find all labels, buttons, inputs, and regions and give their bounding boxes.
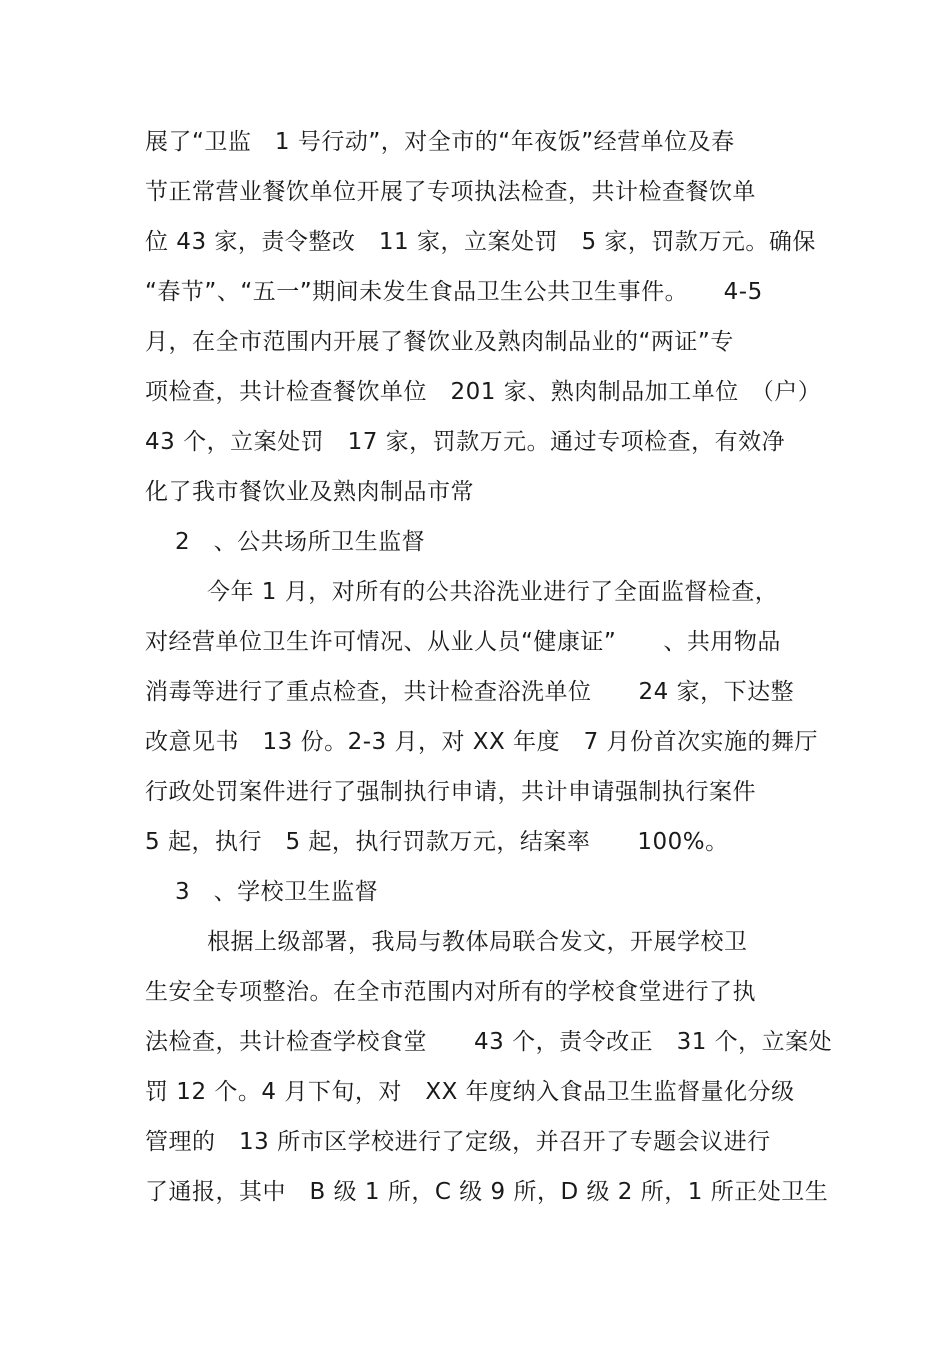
paragraph-line: “春节”、“五一”期间未发生食品卫生公共卫生事件。 4-5: [145, 279, 763, 305]
paragraph-line: 化了我市餐饮业及熟肉制品市常: [145, 479, 474, 505]
paragraph-line: 展了“卫监 1 号行动”，对全市的“年夜饭”经营单位及春: [145, 129, 735, 155]
paragraph-line: 行政处罚案件进行了强制执行申请，共计申请强制执行案件: [145, 779, 756, 805]
paragraph-line: 生安全专项整治。在全市范围内对所有的学校食堂进行了执: [145, 979, 756, 1005]
paragraph-line: 位 43 家，责令整改 11 家，立案处罚 5 家，罚款万元。确保: [145, 229, 816, 255]
paragraph-line: 消毒等进行了重点检查，共计检查浴洗单位 24 家，下达整: [145, 679, 795, 705]
paragraph-line: 项检查，共计检查餐饮单位 201 家、熟肉制品加工单位 （户）: [145, 379, 822, 405]
paragraph-line: 5 起，执行 5 起，执行罚款万元，结案率 100%。: [145, 829, 729, 855]
paragraph-line: 法检查，共计检查学校食堂 43 个，责令改正 31 个，立案处: [145, 1029, 833, 1055]
paragraph-line: 月，在全市范围内开展了餐饮业及熟肉制品业的“两证”专: [145, 329, 734, 355]
paragraph-line: 今年 1 月，对所有的公共浴洗业进行了全面监督检查，: [207, 579, 779, 605]
paragraph-line: 对经营单位卫生许可情况、从业人员“健康证” 、共用物品: [145, 629, 781, 655]
section-heading: 3 、学校卫生监督: [175, 879, 379, 905]
section-heading: 2 、公共场所卫生监督: [175, 529, 426, 555]
paragraph-line: 根据上级部署，我局与教体局联合发文，开展学校卫: [207, 929, 748, 955]
paragraph-line: 43 个，立案处罚 17 家，罚款万元。通过专项检查，有效净: [145, 429, 786, 455]
paragraph-line: 了通报，其中 B 级 1 所，C 级 9 所，D 级 2 所，1 所正处卫生: [145, 1179, 829, 1205]
paragraph-line: 管理的 13 所市区学校进行了定级，并召开了专题会议进行: [145, 1129, 771, 1155]
paragraph-line: 节正常营业餐饮单位开展了专项执法检查，共计检查餐饮单: [145, 179, 756, 205]
paragraph-line: 改意见书 13 份。2-3 月，对 XX 年度 7 月份首次实施的舞厅: [145, 729, 819, 755]
paragraph-line: 罚 12 个。4 月下旬，对 XX 年度纳入食品卫生监督量化分级: [145, 1079, 795, 1105]
